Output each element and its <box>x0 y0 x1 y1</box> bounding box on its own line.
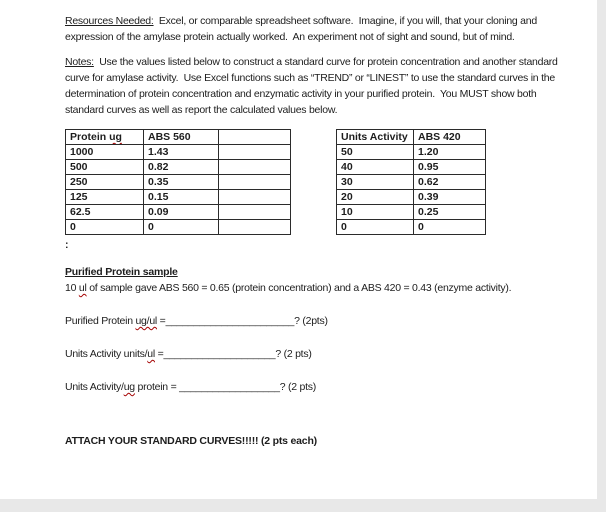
table-row <box>337 160 486 175</box>
question-mid: = <box>157 315 166 327</box>
misspelled-term: ul <box>78 282 87 294</box>
table-cell: 1.43 <box>144 145 219 160</box>
table-cell <box>219 190 291 205</box>
table-cell <box>219 205 291 220</box>
question-specific-activity <box>65 379 559 395</box>
attach-curves-instruction: ATTACH YOUR STANDARD CURVES!!!!! (2 pts each) <box>65 435 317 447</box>
question-mid: = <box>154 348 164 360</box>
table-cell: 0.25 <box>414 205 486 220</box>
sample-pre: 10 <box>65 282 79 294</box>
table-cell: 1000 <box>66 145 144 160</box>
table-cell: 0 <box>66 220 144 235</box>
table-cell <box>219 145 291 160</box>
tables-row <box>65 129 559 235</box>
points-label: ? (2 pts) <box>279 381 317 393</box>
table-cell: 0 <box>337 220 414 235</box>
activity-standards-table <box>336 129 486 235</box>
table-cell: 125 <box>66 190 144 205</box>
table-row <box>66 220 291 235</box>
question-protein-concentration <box>65 313 559 329</box>
table-cell: 1.20 <box>414 145 486 160</box>
points-label: ? (2pts) <box>294 315 328 327</box>
sample-post: of sample gave ABS 560 = 0.65 (protein concentration) and a ABS 420 = 0.43 (enzyme activity). <box>86 282 512 294</box>
paragraph-resources <box>65 13 559 45</box>
table-row <box>337 205 486 220</box>
table-header-cell <box>66 130 144 145</box>
table-cell: 40 <box>337 160 414 175</box>
table-cell: 0.62 <box>414 175 486 190</box>
table-cell: 10 <box>337 205 414 220</box>
paragraph-notes <box>65 54 559 118</box>
sample-heading: Purified Protein sample <box>65 266 178 278</box>
table-cell: 0.82 <box>144 160 219 175</box>
table-cell <box>219 175 291 190</box>
table-header-row <box>66 130 291 145</box>
stray-colon: : <box>65 239 69 251</box>
table-cell: 0 <box>414 220 486 235</box>
answer-blank: __________________ <box>179 381 280 393</box>
table-row <box>337 220 486 235</box>
table-row <box>337 190 486 205</box>
table-cell: 250 <box>66 175 144 190</box>
sample-line <box>65 280 559 296</box>
table-row <box>66 190 291 205</box>
resources-text: Excel, or comparable spreadsheet software. Imagine, if you will, that your cloning and expression of the amylase protein actually worked. An experiment not of sight and sound, but of mind. <box>65 15 540 43</box>
table-row <box>337 175 486 190</box>
table-cell: 50 <box>337 145 414 160</box>
question-prefix: Purified Protein <box>65 315 136 327</box>
table-row <box>66 145 291 160</box>
points-label: ? (2 pts) <box>275 348 312 360</box>
resources-lead: Resources Needed: <box>65 15 154 27</box>
table-header-cell <box>219 130 291 145</box>
table-header-cell: ABS 420 <box>414 130 486 145</box>
misspelled-term: ug <box>123 381 135 393</box>
table-cell: 0.15 <box>144 190 219 205</box>
table-cell: 20 <box>337 190 414 205</box>
answer-blank: _______________________ <box>165 315 295 327</box>
table-cell: 0.95 <box>414 160 486 175</box>
table-row <box>66 205 291 220</box>
table-cell: 0 <box>144 220 219 235</box>
question-prefix: Units Activity units/ <box>65 348 148 360</box>
table-cell <box>219 220 291 235</box>
table-cell: 0.09 <box>144 205 219 220</box>
table-header-cell: ABS 560 <box>144 130 219 145</box>
table-header-row <box>337 130 486 145</box>
misspelled-term: ug/ul <box>135 315 157 327</box>
table-cell: 0.35 <box>144 175 219 190</box>
table-header-cell: Units Activity <box>337 130 414 145</box>
table-cell: 30 <box>337 175 414 190</box>
table-row <box>337 145 486 160</box>
question-mid: protein = <box>134 381 180 393</box>
table-row <box>66 160 291 175</box>
table-cell: 62.5 <box>66 205 144 220</box>
table-cell <box>219 160 291 175</box>
header-text: Protein <box>70 131 110 143</box>
notes-lead: Notes: <box>65 56 94 68</box>
table-cell: 0.39 <box>414 190 486 205</box>
table-row <box>66 175 291 190</box>
misspelled-term: ug <box>109 131 122 143</box>
question-prefix: Units Activity/ <box>65 381 124 393</box>
question-units-activity <box>65 346 559 362</box>
answer-blank: ____________________ <box>163 348 276 360</box>
table-cell: 500 <box>66 160 144 175</box>
protein-standards-table <box>65 129 291 235</box>
notes-text: Use the values listed below to construct a standard curve for protein concentration and another standard curve for amylase activity. Use Excel functions such as “TREND” or “LINEST” to use the standard curves in the determination of protein concentration and enzymatic activity in your purified protein. You MUST show both standard curves as well as report the calculated values below. <box>65 56 561 116</box>
misspelled-term: ul <box>147 348 155 360</box>
